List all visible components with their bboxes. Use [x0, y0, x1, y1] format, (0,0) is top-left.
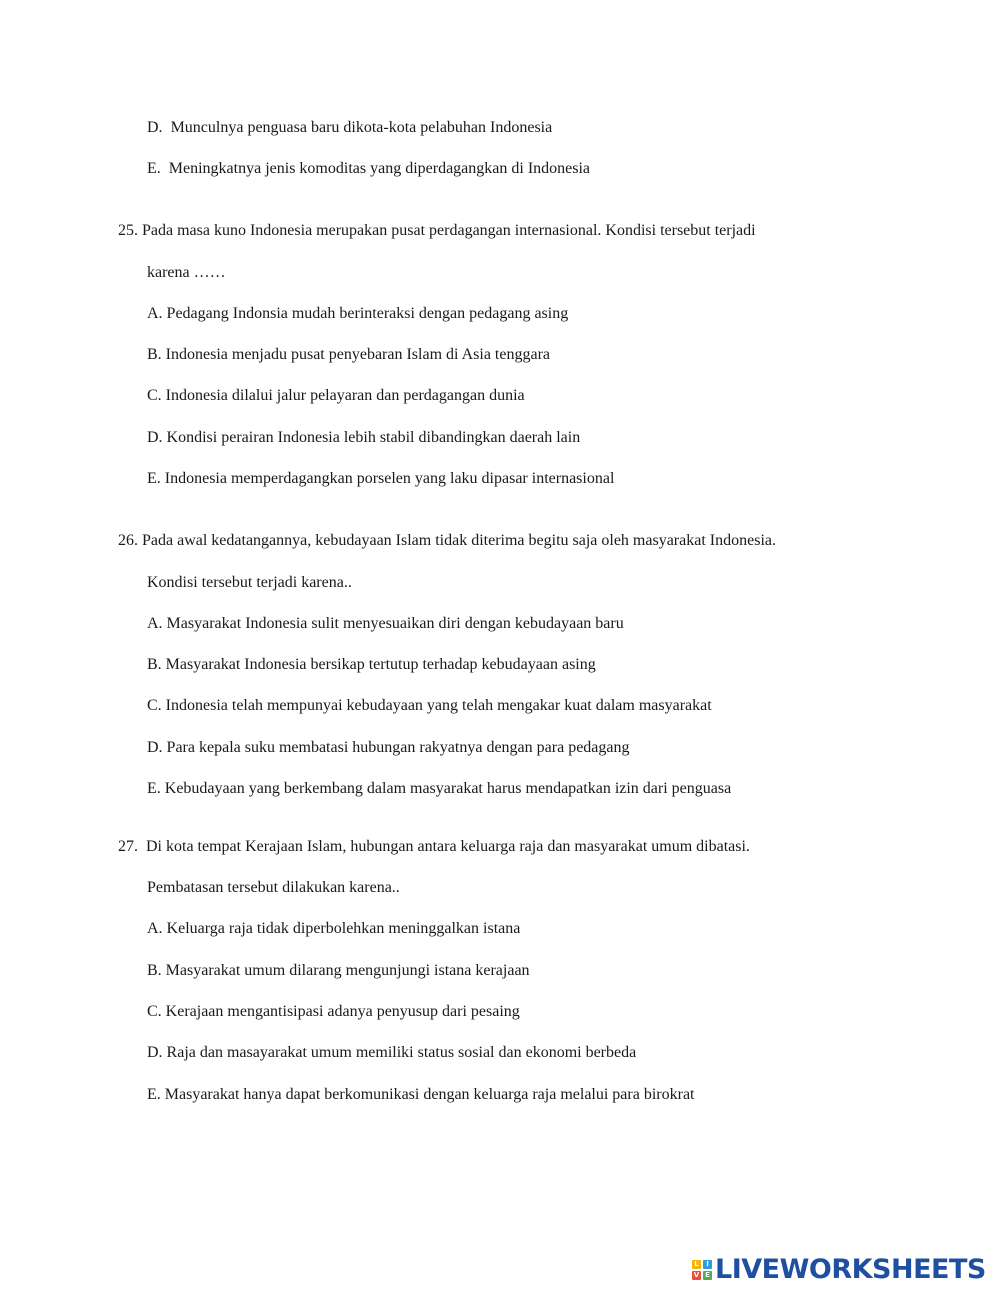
- logo-block-l: L: [692, 1260, 701, 1269]
- question-27-option-e: E. Masyarakat hanya dapat berkomunikasi dengan keluarga raja melalui para birokrat: [147, 1086, 695, 1103]
- question-25-option-d: D. Kondisi perairan Indonesia lebih stabil dibandingkan daerah lain: [147, 429, 581, 446]
- question-25-option-a: A. Pedagang Indonsia mudah berinteraksi dengan pedagang asing: [147, 305, 569, 322]
- question-27-text-line1: Di kota tempat Kerajaan Islam, hubungan antara keluarga raja dan masyarakat umum dibatasi.: [146, 838, 750, 855]
- logo-blocks-icon: [692, 1260, 712, 1280]
- question-26-text-line1: Pada awal kedatangannya, kebudayaan Islam tidak diterima begitu saja oleh masyarakat Indonesia.: [142, 532, 776, 549]
- logo-block-v: V: [693, 1271, 700, 1279]
- question-26-option-d: D. Para kepala suku membatasi hubungan rakyatnya dengan para pedagang: [147, 739, 630, 756]
- question-25-number: 25.: [118, 222, 138, 239]
- question-26-option-b: B. Masyarakat Indonesia bersikap tertutup terhadap kebudayaan asing: [147, 656, 596, 673]
- question-26-option-e: E. Kebudayaan yang berkembang dalam masyarakat harus mendapatkan izin dari penguasa: [147, 780, 732, 797]
- prev-option-e: [147, 159, 590, 179]
- prev-option-d-text: Munculnya penguasa baru dikota-kota pelabuhan Indonesia: [170, 119, 553, 136]
- question-26-number: 26.: [118, 532, 138, 549]
- question-27-option-c: C. Kerajaan mengantisipasi adanya penyusup dari pesaing: [147, 1003, 520, 1020]
- prev-option-e-text: Meningkatnya jenis komoditas yang diperdagangkan di Indonesia: [168, 160, 591, 177]
- question-27-number: 27.: [118, 838, 138, 855]
- question-27-option-a: A. Keluarga raja tidak diperbolehkan meninggalkan istana: [147, 920, 521, 937]
- question-25-text-line2: karena ……: [147, 264, 226, 281]
- logo-text: LIVEWORKSHEETS: [715, 1254, 986, 1285]
- question-25-stem: [118, 221, 756, 241]
- question-27-stem: [118, 837, 750, 857]
- question-26-option-c: C. Indonesia telah mempunyai kebudayaan yang telah mengakar kuat dalam masyarakat: [147, 697, 712, 714]
- question-25-option-e: E. Indonesia memperdagangkan porselen yang laku dipasar internasional: [147, 470, 615, 487]
- question-26-text-line2: Kondisi tersebut terjadi karena..: [147, 574, 352, 591]
- question-26-option-a: A. Masyarakat Indonesia sulit menyesuaikan diri dengan kebudayaan baru: [147, 615, 624, 632]
- logo-block-i: I: [703, 1260, 712, 1269]
- question-27-option-d: D. Raja dan masayarakat umum memiliki status sosial dan ekonomi berbeda: [147, 1044, 637, 1061]
- question-25-option-c: C. Indonesia dilalui jalur pelayaran dan perdagangan dunia: [147, 387, 525, 404]
- question-25-text-line1: Pada masa kuno Indonesia merupakan pusat perdagangan internasional. Kondisi tersebut terjadi: [142, 222, 756, 239]
- question-25-option-b: B. Indonesia menjadu pusat penyebaran Islam di Asia tenggara: [147, 346, 550, 363]
- prev-option-d: [147, 118, 552, 138]
- question-27-option-b: B. Masyarakat umum dilarang mengunjungi istana kerajaan: [147, 962, 530, 979]
- logo-block-e: E: [703, 1271, 712, 1280]
- liveworksheets-logo: [692, 1255, 986, 1285]
- question-27-text-line2: Pembatasan tersebut dilakukan karena..: [147, 879, 400, 896]
- question-26-stem: [118, 531, 776, 551]
- prev-option-e-letter: E.: [147, 160, 161, 177]
- prev-option-d-letter: D.: [147, 119, 163, 136]
